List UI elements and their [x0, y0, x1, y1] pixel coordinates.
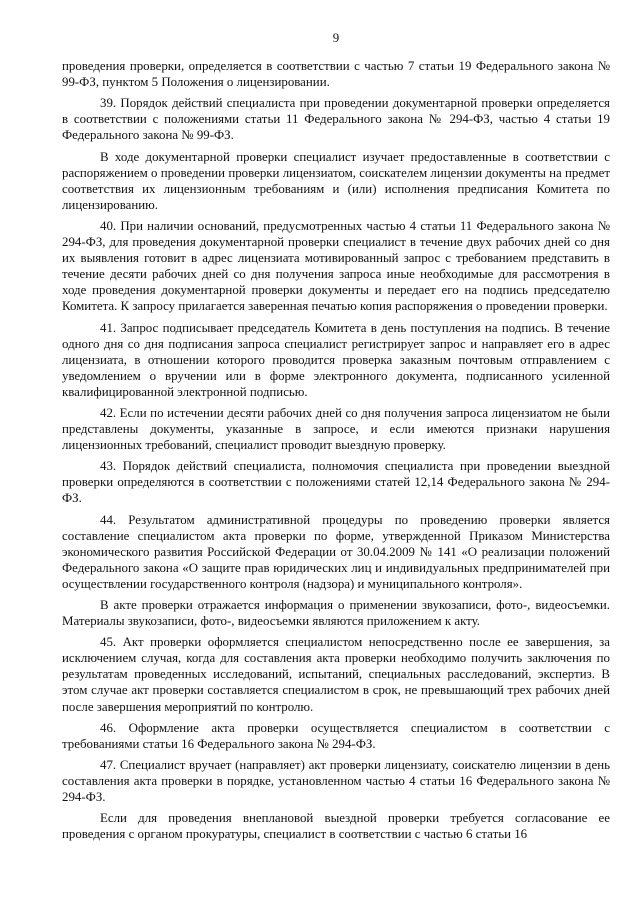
paragraph-44: 44. Результатом административной процедуры по проведению проверки является составление специалистом акта проверки по форме, утвержденной Приказом Министерства экономического развития Российской Федерации от 30.04.2009 № 141 «О реализации положений Федерального закона «О защите прав юридических лиц и индивидуальных предпринимателей при осуществлении государственного контроля (надзора) и муниципального контроля».: [62, 512, 610, 591]
document-page: [62, 30, 610, 847]
paragraph-47: 47. Специалист вручает (направляет) акт проверки лицензиату, соискателю лицензии в день составления акта проверки в порядке, установленном частью 4 статьи 16 Федерального закона № 294-ФЗ.: [62, 757, 610, 805]
paragraph-43: 43. Порядок действий специалиста, полномочия специалиста при проведении выездной проверки определяются в соответствии с положениями статей 12,14 Федерального закона № 294-ФЗ.: [62, 459, 610, 506]
paragraph-41: 41. Запрос подписывает председатель Комитета в день поступления на подпись. В течение одного дня со дня подписания запроса специалист регистрирует запрос и направляет его в адрес лицензиата, в отношении которого проводится проверка заказным почтовым отправлением с уведомлением о вручении или в форме электронного документа, подписанного усиленной квалифицированной электронной подписью.: [62, 320, 610, 399]
paragraph-40: 40. При наличии оснований, предусмотренных частью 4 статьи 11 Федерального закона № 294-ФЗ, для проведения документарной проверки специалист в течение двух рабочих дней со дня их выявления готовит в адрес лицензиата мотивированный запрос с требованием представить в течение десяти рабочих дней со дня получения запроса иные необходимые для рассмотрения в ходе проведения документарной проверки документы и передает его на подпись председателю Комитета. К запросу прилагается заверенная печатью копия распоряжения о проведении проверки.: [62, 218, 610, 314]
page-number: 9: [332, 31, 340, 45]
paragraph-39: 39. Порядок действий специалиста при проведении документарной проверки определяется в соответствии с положениями статьи 11 Федерального закона № 294-ФЗ, частью 4 статьи 19 Федерального закона № 99-ФЗ.: [62, 96, 610, 143]
paragraph-39-documentary-check: В ходе документарной проверки специалист изучает предоставленные в соответствии с распоряжением о проведении проверки лицензиатом, соискателем лицензии документы на предмет соответствия их лицензионным требованиям и (или) исполнения предписания Комитета по лицензированию.: [62, 149, 610, 212]
paragraph-47-prosecutor: Если для проведения внеплановой выездной проверки требуется согласование ее проведения с органом прокуратуры, специалист в соответствии с частью 6 статьи 16: [62, 811, 610, 842]
paragraph-44-act-info: В акте проверки отражается информация о применении звукозаписи, фото-, видеосъемки. Материалы звукозаписи, фото-, видеосъемки являются приложением к акту.: [62, 598, 610, 629]
paragraph-45: 45. Акт проверки оформляется специалистом непосредственно после ее завершения, за исключением случая, когда для составления акта проверки необходимо получить заключения по результатам проведенных исследований, испытаний, специальных расследований, экспертиз. В этом случае акт проверки составляется специалистом в срок, не превышающий трех рабочих дней после завершения мероприятий по контролю.: [62, 635, 610, 714]
paragraph-46: 46. Оформление акта проверки осуществляется специалистом в соответствии с требованиями статьи 16 Федерального закона № 294-ФЗ.: [62, 720, 610, 751]
paragraph-continuation: проведения проверки, определяется в соответствии с частью 7 статьи 19 Федерального закона № 99-ФЗ, пунктом 5 Положения о лицензировании.: [62, 59, 610, 90]
paragraph-42: 42. Если по истечении десяти рабочих дней со дня получения запроса лицензиатом не были представлены документы, указанные в запросе, и если имеются признаки нарушения лицензионных требований, специалист проводит выездную проверку.: [62, 405, 610, 453]
